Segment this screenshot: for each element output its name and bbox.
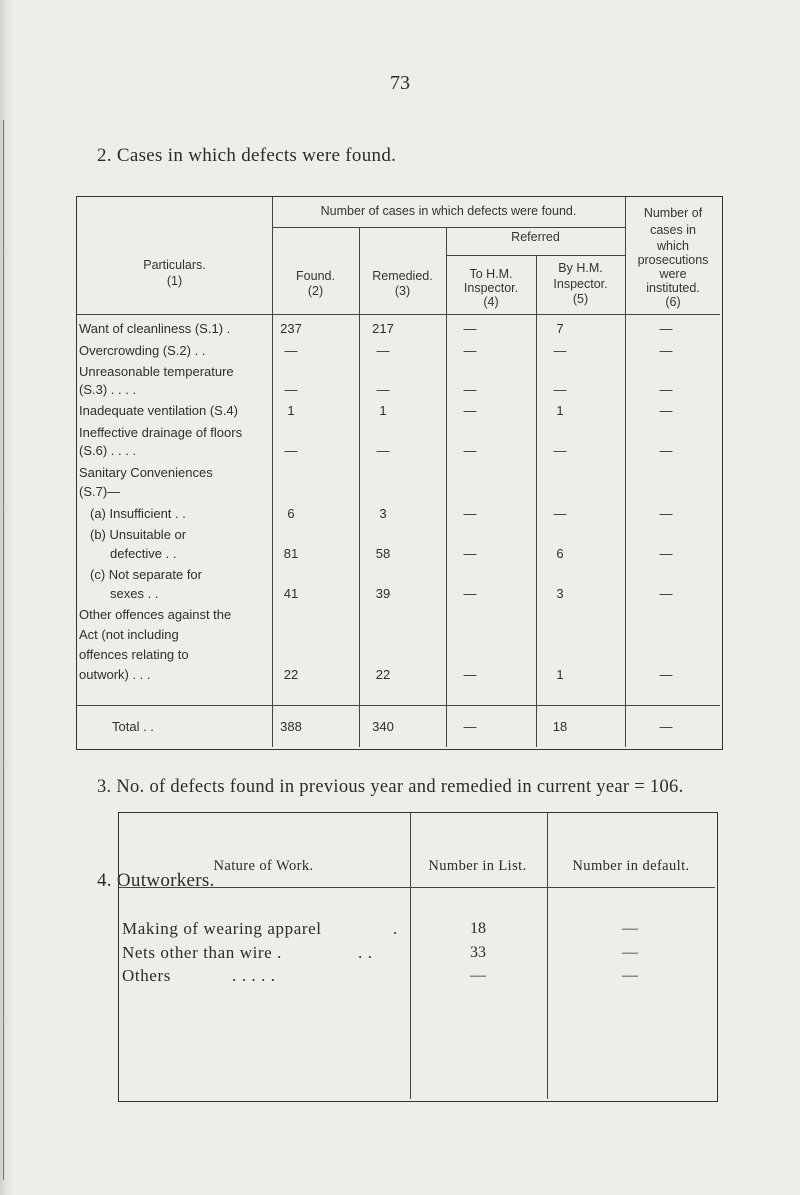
cell-prosecutions: — — [659, 546, 673, 561]
page-number: 73 — [390, 72, 410, 94]
row-label: Want of cleanliness (S.1) . — [79, 321, 231, 336]
header-to-hm-1: To H.M. — [469, 267, 513, 281]
cell-by-hm: 1 — [556, 403, 564, 418]
cell-to-hm: — — [463, 343, 477, 358]
cell-remedied: 39 — [375, 586, 391, 601]
header-particulars-num: (1) — [166, 274, 183, 288]
header-group: Number of cases in which defects were found. — [320, 204, 577, 218]
row-label: (c) Not separate for — [90, 567, 202, 582]
cell-prosecutions: — — [659, 382, 673, 397]
header-prosecutions-1: Number of — [643, 206, 703, 220]
cell-remedied: — — [376, 443, 390, 458]
outwork-list: 33 — [470, 944, 486, 961]
row-label: Other offences against the — [79, 607, 232, 622]
cell-by-hm: — — [553, 382, 567, 397]
rule-h-group — [272, 227, 625, 228]
header-to-hm-num: (4) — [483, 295, 499, 309]
row-label: Sanitary Conveniences — [79, 465, 213, 480]
cell-to-hm: — — [463, 382, 477, 397]
cell-remedied: 3 — [379, 506, 387, 521]
row-label: Overcrowding (S.2) . . — [79, 343, 206, 358]
header-nature: Nature of Work. — [213, 858, 314, 874]
header-prosecutions-5: were — [659, 267, 687, 281]
cell-to-hm: — — [463, 321, 477, 336]
row-label: (S.7)— — [79, 484, 121, 499]
row-label: Unreasonable temperature — [79, 364, 234, 379]
outwork-default: — — [622, 967, 638, 984]
cell-to-hm: — — [463, 506, 477, 521]
header-by-hm-num: (5) — [572, 292, 589, 306]
cell-to-hm: — — [463, 403, 477, 418]
header-referred: Referred — [511, 230, 560, 244]
rule-h-header — [119, 887, 715, 888]
outwork-nature: Nets other than wire . — [122, 943, 283, 962]
outwork-nature: Others — [122, 966, 171, 985]
cell-prosecutions: — — [659, 586, 673, 601]
cell-found: 6 — [287, 506, 295, 521]
total-by-hm: 18 — [552, 719, 568, 734]
outwork-leader-dots: . . — [358, 943, 373, 962]
cell-remedied: 1 — [379, 403, 387, 418]
header-remedied-num: (3) — [394, 284, 411, 298]
cell-found: 22 — [283, 667, 299, 682]
header-default: Number in default. — [572, 858, 690, 874]
row-label: (S.3) . . . . — [79, 382, 137, 397]
row-label: sexes . . — [110, 586, 159, 601]
cell-remedied: 217 — [372, 321, 394, 336]
outwork-default: — — [622, 944, 638, 961]
cell-found: — — [284, 443, 298, 458]
cell-found: — — [284, 343, 298, 358]
header-prosecutions-num: (6) — [665, 295, 681, 309]
cell-prosecutions: — — [659, 321, 673, 336]
cell-remedied: 22 — [375, 667, 391, 682]
cell-found: 237 — [280, 321, 302, 336]
cell-prosecutions: — — [659, 506, 673, 521]
cell-to-hm: — — [463, 667, 477, 682]
cell-found: 41 — [283, 586, 299, 601]
cell-remedied: — — [376, 382, 390, 397]
row-label: outwork) . . . — [79, 667, 151, 682]
header-by-hm-1: By H.M. — [558, 261, 603, 275]
cell-by-hm: — — [553, 506, 567, 521]
header-prosecutions-2: cases in — [650, 223, 696, 237]
cell-by-hm: — — [553, 343, 567, 358]
total-to-hm: — — [463, 719, 477, 734]
row-label: (a) Insufficient . . — [90, 506, 186, 521]
cell-to-hm: — — [463, 443, 477, 458]
cell-found: 1 — [287, 403, 295, 418]
header-prosecutions-3: which — [657, 239, 689, 253]
row-label: Act (not including — [79, 627, 179, 642]
outwork-list: — — [470, 967, 486, 984]
page-edge-line — [3, 120, 4, 1180]
rule-h-total — [77, 705, 720, 706]
cell-remedied: 58 — [375, 546, 391, 561]
total-prosecutions: — — [659, 719, 673, 734]
cell-prosecutions: — — [659, 667, 673, 682]
header-to-hm-2: Inspector. — [463, 281, 519, 295]
section-3-text: 3. No. of defects found in previous year and remedied in current year = 106. — [97, 777, 684, 797]
header-prosecutions-6: instituted. — [646, 281, 700, 295]
cell-by-hm: 7 — [556, 321, 564, 336]
row-label: (b) Unsuitable or — [90, 527, 187, 542]
rule-v1 — [410, 813, 411, 1099]
section-2-heading: 2. Cases in which defects were found. — [97, 145, 397, 166]
row-label: (S.6) . . . . — [79, 443, 137, 458]
cell-by-hm: 3 — [556, 586, 564, 601]
header-prosecutions-4: prosecutions — [637, 253, 709, 267]
header-list: Number in List. — [428, 858, 527, 874]
row-label: defective . . — [110, 546, 177, 561]
cell-found: — — [284, 382, 298, 397]
outwork-default: — — [622, 920, 638, 937]
cell-remedied: — — [376, 343, 390, 358]
cell-by-hm: 6 — [556, 546, 564, 561]
total-found: 388 — [280, 719, 302, 734]
row-label: Ineffective drainage of floors — [79, 425, 243, 440]
cell-prosecutions: — — [659, 343, 673, 358]
cell-to-hm: — — [463, 546, 477, 561]
cell-by-hm: 1 — [556, 667, 564, 682]
rule-h-header — [77, 314, 720, 315]
header-by-hm-2: Inspector. — [553, 277, 608, 291]
row-label: Inadequate ventilation (S.4) — [79, 403, 238, 418]
cell-prosecutions: — — [659, 443, 673, 458]
total-remedied: 340 — [372, 719, 394, 734]
cell-found: 81 — [283, 546, 299, 561]
outwork-leader-dots: . . . . . — [232, 966, 276, 985]
cell-prosecutions: — — [659, 403, 673, 418]
total-label: Total . . — [112, 719, 154, 734]
section-4-heading: 4. Outworkers. — [97, 870, 215, 891]
rule-h-referred — [446, 255, 625, 256]
rule-v2 — [547, 813, 548, 1099]
header-found: Found. — [296, 269, 335, 283]
outwork-list: 18 — [470, 920, 486, 937]
header-particulars: Particulars. — [143, 258, 206, 272]
row-label: offences relating to — [79, 647, 189, 662]
outwork-leader-dots: . — [393, 919, 398, 938]
cell-to-hm: — — [463, 586, 477, 601]
outwork-nature: Making of wearing apparel — [122, 919, 322, 938]
cell-by-hm: — — [553, 443, 567, 458]
header-remedied: Remedied. — [372, 269, 433, 283]
header-found-num: (2) — [307, 284, 324, 298]
